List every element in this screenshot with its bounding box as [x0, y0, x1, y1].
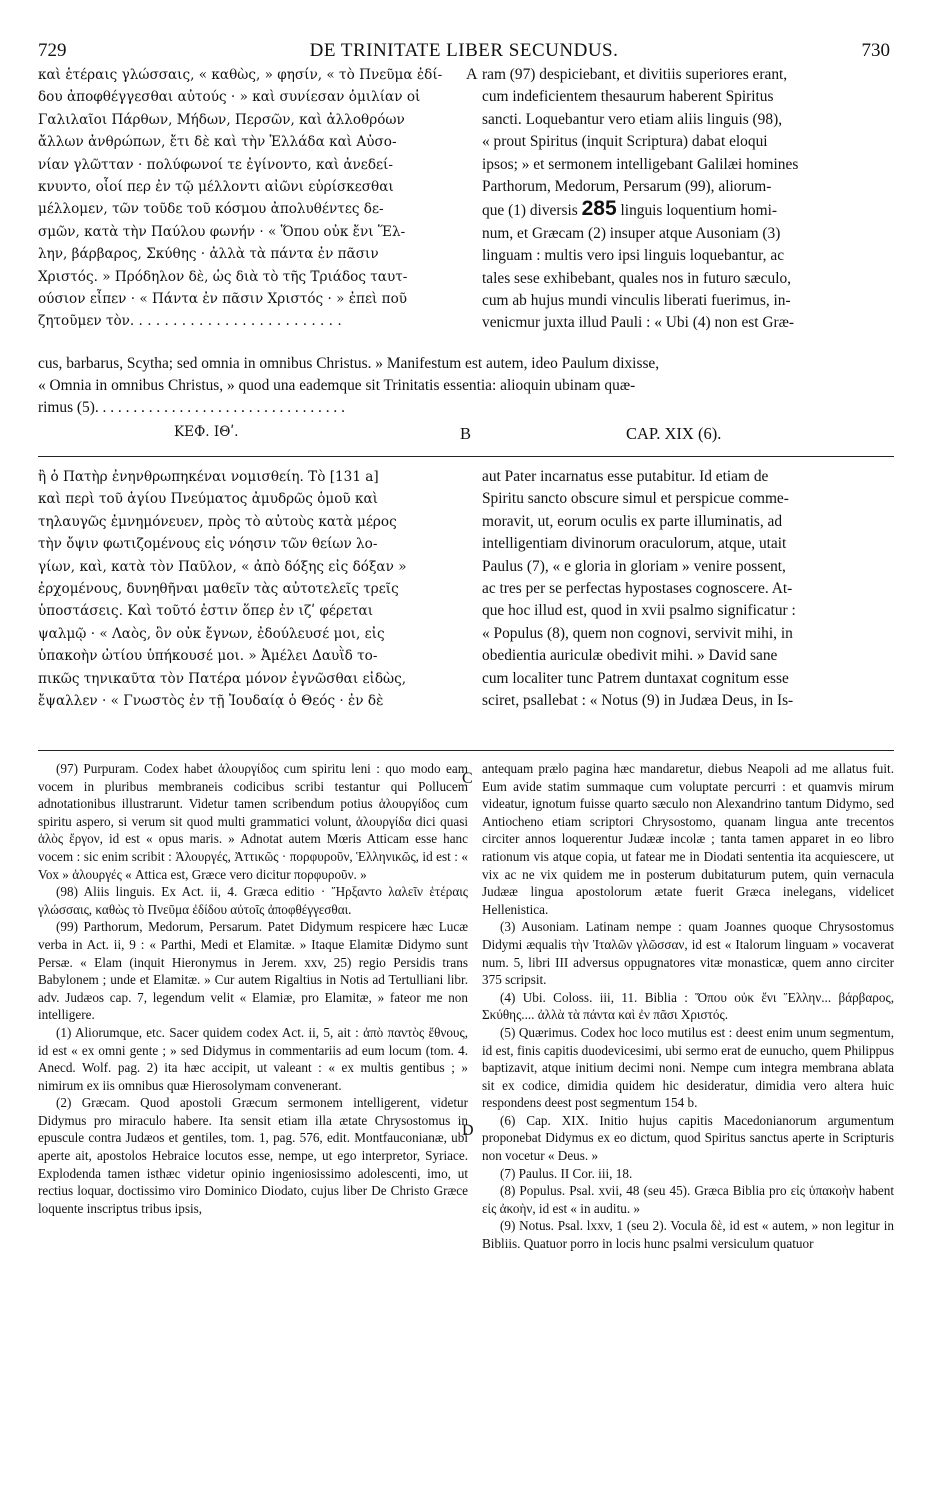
text-line: κνυντο, οἷοί περ ἐν τῷ μέλλοντι αἰῶνι εὑρίσκεσθαι [38, 179, 394, 196]
margin-marker-c: C [462, 770, 473, 787]
margin-marker-b: B [460, 424, 472, 443]
footnote: (99) Parthorum, Medorum, Persarum. Patet Didymum respicere hæc Lucæ verba in Act. ii, 9 : « Parthi, Medi et Elamitæ. » Itaque Elamitæ Didymo sunt Persæ. « Elam (inquit Hieronymus in Jerem. xxv, 25) regio Persidis trans Babylonem ; unde et Elamitæ. » Cur autem Rigaltius in Notis ad Tertulliani libr. adv. Judæos cap. 7, legendum velit « Elamiæ, pro Elamitæ, » fateor me non intelligere. [38, 919, 468, 1023]
footnote: (5) Quærimus. Codex hoc loco mutilus est : deest enim unum segmentum, id est, finis capitis duodevicesimi, ubi sermo erat de eunucho, quem Philippus baptizavit, atque initium decimi noni. Nempe cum integra membrana ablata sit ex codice, dimidia quidem hic desideratur, dimidia vero altera huic respondens deest post segmentum 154 b. [482, 1024, 894, 1111]
text-line: Spiritu sancto obscure simul et perspicue comme- [482, 490, 789, 508]
chapter-heading-greek: ΚΕΦ. ΙΘʹ. [174, 424, 239, 440]
text-line: Parthorum, Medorum, Persarum (99), aliorum- [482, 178, 772, 196]
text-line: ζητοῦμεν τὸν. . . . . . . . . . . . . . . . . . . . . . . . . [38, 313, 342, 330]
divider-top [38, 456, 894, 457]
text-line: « prout Spiritus (inquit Scriptura) dabat eloqui [482, 133, 768, 151]
text-line: καὶ ἑτέραις γλώσσαις, « καθὼς, » φησίν, « τὸ Πνεῦμα ἐδί- [38, 67, 443, 83]
text-line-with-page-marker: que (1) diversis 285 linguis loquentium homi- [482, 197, 777, 221]
text-line: linguam : multis vero ipsi linguis loquebantur, ac [482, 247, 785, 265]
text-line: num, et Græcam (2) insuper atque Ausoniam (3) [482, 224, 781, 242]
text-line: cum localiter tunc Patrem duntaxat cognitum esse [482, 669, 789, 687]
margin-marker-d: D [462, 1122, 474, 1139]
text-line: λην, βάρβαρος, Σκύθης · ἀλλὰ τὰ πάντα ἐν πᾶσιν [38, 246, 379, 263]
text-line: μέλλομεν, τῶν τοῦδε τοῦ κόσμου ἀπολυθέντες δε- [38, 201, 384, 218]
full-width-line: « Omnia in omnibus Christus, » quod una eademque sit Trinitatis essentia: alioquin ubinam quæ- [38, 377, 636, 394]
footnote: (2) Græcam. Quod apostoli Græcum sermonem intelligerent, videtur Didymus pro miraculo habere. Ita sensit etiam illa ætate Chrysostomus in epuscule contra Judæos et gentiles, tom. 1, pag. 576, edit. Montfauconianæ, ubi aperte ait, apostolos Hebraice locutos esse, nempe, ut ego interpretor, Syriace. Explodenda tamen isthæc videtur opinio ingeniosissimo adolescenti, imo, ut rectius loquar, doctissimo viro Dominico Diodato, cujus liber De Christo Græce loquente inscriptus tribus ipsis, [38, 1095, 468, 1216]
footnotes-left [38, 760, 468, 1217]
text-line: intelligentiam divinorum oraculorum, atque, utait [482, 535, 787, 553]
footnote: (98) Aliis linguis. Ex Act. ii, 4. Græca editio · Ἤρξαντο λαλεῖν ἑτέραις γλώσσαις, καθὼς τὸ Πνεῦμα ἐδίδου αὐτοῖς ἀποφθέγγεσθαι. [38, 884, 468, 917]
text-line: aut Pater incarnatus esse putabitur. Id etiam de [482, 468, 769, 485]
footnote: (9) Notus. Psal. lxxv, 1 (seu 2). Vocula δὲ, id est « autem, » non legitur in Bibliis. Quatuor porro in locis hunc psalmi versiculum quatuor [482, 1218, 894, 1252]
chapter-heading-row [0, 424, 928, 448]
text-line: καὶ περὶ τοῦ ἁγίου Πνεύματος ἀμυδρῶς ὁμοῦ καὶ [38, 491, 378, 508]
text-line: cum indeficientem thesaurum haberent Spiritus [482, 88, 774, 106]
footnotes-right [482, 760, 894, 1253]
text-line: δου ἀποφθέγγεσθαι αὐτούς · » καὶ συνίεσαν ὁμιλίαν οἱ [38, 89, 421, 106]
greek-column-upper [38, 64, 468, 333]
text-line: ἐρχομένους, δυνηθῆναι μαθεῖν τὰς αὐτοτελεῖς τρεῖς [38, 581, 399, 598]
text-line: Γαλιλαῖοι Πάρθων, Μήδων, Περσῶν, καὶ ἀλλοθρόων [38, 111, 405, 128]
text-line: γίων, καὶ, κατὰ τὸν Παῦλον, « ἀπὸ δόξης εἰς δόξαν » [38, 558, 407, 575]
full-width-line: rimus (5). . . . . . . . . . . . . . . . . . . . . . . . . . . . . . . . . [38, 399, 345, 416]
margin-marker-a: A [466, 66, 478, 83]
footnote: (8) Populus. Psal. xvii, 48 (seu 45). Græca Biblia pro εἰς ὑπακοὴν habent εἰς ἀκοὴν, id est « in auditu. » [482, 1183, 894, 1216]
footnote: (1) Aliorumque, etc. Sacer quidem codex Act. ii, 5, ait : ἀπὸ παντὸς ἔθνους, id est « ex omni gente ; » sed Didymus in commentariis ad eum locum (tom. 4. Anecd. Wolf. pag. 2) ita hæc accipit, ut valeant : « ex multis gentibus ; » nimirum ex iis omnibus quæ Hierosolymam convenerant. [38, 1024, 468, 1093]
text-line: ram (97) despiciebant, et divitiis superiores erant, [482, 66, 788, 83]
divider-notes [38, 750, 894, 751]
text-line: ἔψαλλεν · « Γνωστὸς ἐν τῇ Ἰουδαίᾳ ὁ Θεός · ἐν δὲ [38, 693, 384, 710]
text-line: Paulus (7), « e gloria in gloriam » venire possent, [482, 557, 786, 575]
text-line: ψαλμῷ · « Λαὸς, ὃν οὐκ ἔγνων, ἐδούλευσέ μοι, εἰς [38, 625, 385, 642]
text-line: τὴν ὄψιν φωτιζομένους εἰς νόησιν τῶν θείων λο- [38, 536, 378, 553]
greek-column-middle [38, 466, 468, 712]
text-line: σμῶν, κατὰ τὴν Παύλου φωνήν · « Ὅπου οὐκ ἔνι Ἕλ- [38, 223, 406, 240]
text-line: ὑποστάσεις. Καὶ τοῦτό ἐστιν ὅπερ ἐν ιζʹ φέρεται [38, 603, 374, 620]
page-number-right: 730 [861, 40, 890, 61]
text-line: obedientia auriculæ obedivit mihi. » David sane [482, 647, 778, 665]
footnote: (3) Ausoniam. Latinam nempe : quam Joannes quoque Chrysostomus Didymi æqualis τὴν Ἰταλῶν γλῶσσαν, id est « Italorum linguam » vocaverat num. 5, libri III adversus oppugnatores vitæ monasticæ, quem anno circiter 375 scripsit. [482, 919, 894, 988]
text-line: cum ab hujus mundi vinculis liberati fuerimus, in- [482, 292, 791, 310]
text-line: ἢ ὁ Πατὴρ ἐνηνθρωπηκέναι νομισθείη. Τὸ [131 a] [38, 469, 379, 485]
latin-column-upper [482, 64, 894, 335]
chapter-heading-latin: CAP. XIX (6). [626, 424, 722, 443]
text-line: que hoc illud est, quod in xvii psalmo significatur : [482, 602, 796, 620]
footnote: (6) Cap. XIX. Initio hujus capitis Macedonianorum argumentum proponebat Didymus ex eo dictum, quod Spiritus sanctus aperte in Scripturis non vocetur « Deus. » [482, 1112, 894, 1164]
text-line: ipsos; » et sermonem intelligebant Galilæi homines [482, 155, 799, 173]
footnote: (97) Purpuram. Codex habet ἀλουργίδος cum spiritu leni : quo modo eam vocem in pluribus membraneis codicibus scribi testantur qui Pollucem adnotationibus illustrarunt. Videtur tamen scribendum potius ἁλουργίδος cum spiritu aspero, si verum sit quod multi grammatici volunt, ἁλουργίδα dici quasi ἁλὸς ἔργον, id est « opus maris. » Adnotat autem Mœris Atticam esse hanc vocem : sic enim scribit : Ἁλουργές, Ἀττικῶς · πορφυροῦν, Ἑλληνικῶς, id est : « Vox » ἁλουργές « Attica est, Græce vero dicitur πορφυροῦν. » [38, 761, 468, 882]
text-line: ούσιον εἶπεν · « Πάντα ἐν πᾶσιν Χριστός · » ἐπεὶ ποῦ [38, 291, 408, 308]
text-line: τηλαυγῶς ἐμνημόνευεν, πρὸς τὸ αὐτοὺς κατὰ μέρος [38, 513, 397, 530]
text-line: νίαν γλῶτταν · πολύφωνοί τε ἐγίνοντο, καὶ ἀνεδεί- [38, 156, 393, 173]
text-line: ac tres per se perfectas hypostases cognoscere. At- [482, 580, 793, 598]
footnote: (7) Paulus. II Cor. iii, 18. [500, 1165, 633, 1181]
text-line: sancti. Loquebantur vero etiam aliis linguis (98), [482, 110, 783, 128]
footnote: antequam prælo pagina hæc mandaretur, diebus Neapoli ad me allatus fuit. Eum avide statim summaque cum voluptate percurri : et quamvis mirum videatur, ignotum fuisse quarto sæculo non Alexandrino tantum Didymo, sed Antiocheno etiam scriptori Chrysostomo, quanam lingua ante trecentos circiter annos loquerentur Judææ incolæ ; tanta tamen apparet in eo libro rationum vis atque copia, ut fatear me in Diodati sententia ita acquiescere, ut vix ac ne vix quidem me in posterum dubitaturum putem, quin vernacula Judææ lingua apostolorum ætate fuerit Græca inelegans, videlicet Hellenistica. [482, 761, 894, 917]
text-line: moravit, ut, eorum oculis ex parte illuminatis, ad [482, 512, 783, 530]
running-title: DE TRINITATE LIBER SECUNDUS. [309, 40, 619, 61]
full-width-line: cus, barbarus, Scytha; sed omnia in omnibus Christus. » Manifestum est autem, ideo Paulum dixisse, [38, 355, 660, 372]
footnote: (4) Ubi. Coloss. iii, 11. Biblia : Ὅπου οὐκ ἔνι Ἕλλην... βάρβαρος, Σκύθης.... ἀλλὰ τὰ πάντα καὶ ἐν πᾶσι Χριστός. [482, 989, 894, 1023]
latin-column-middle [482, 466, 894, 712]
running-header [30, 40, 898, 64]
text-line: ἄλλων ἀνθρώπων, ἔτι δὲ καὶ τὴν Ἑλλάδα καὶ Αὐσο- [38, 134, 397, 151]
page-number-left: 729 [38, 40, 67, 61]
text-line: tales sese exhibebant, quales nos in futuro sæculo, [482, 269, 792, 287]
text-line: πικῶς τηνικαῦτα τὸν Πατέρα μόνον ἐγνῶσθαι εἰδὼς, [38, 670, 407, 687]
text-line: Χριστός. » Πρόδηλον δὲ, ὡς διὰ τὸ τῆς Τριάδος ταυτ- [38, 268, 408, 285]
text-line: ὑπακοὴν ὠτίου ὑπήκουσέ μοι. » Ἀμέλει Δαυῒδ το- [38, 648, 378, 665]
text-line: venicmur juxta illud Pauli : « Ubi (4) non est Græ- [482, 314, 795, 332]
text-line: « Populus (8), quem non cognovi, servivit mihi, in [482, 624, 793, 642]
text-line: sciret, psallebat : « Notus (9) in Judæa Deus, in Is- [482, 692, 794, 710]
page-marker-number: 285 [581, 197, 617, 221]
